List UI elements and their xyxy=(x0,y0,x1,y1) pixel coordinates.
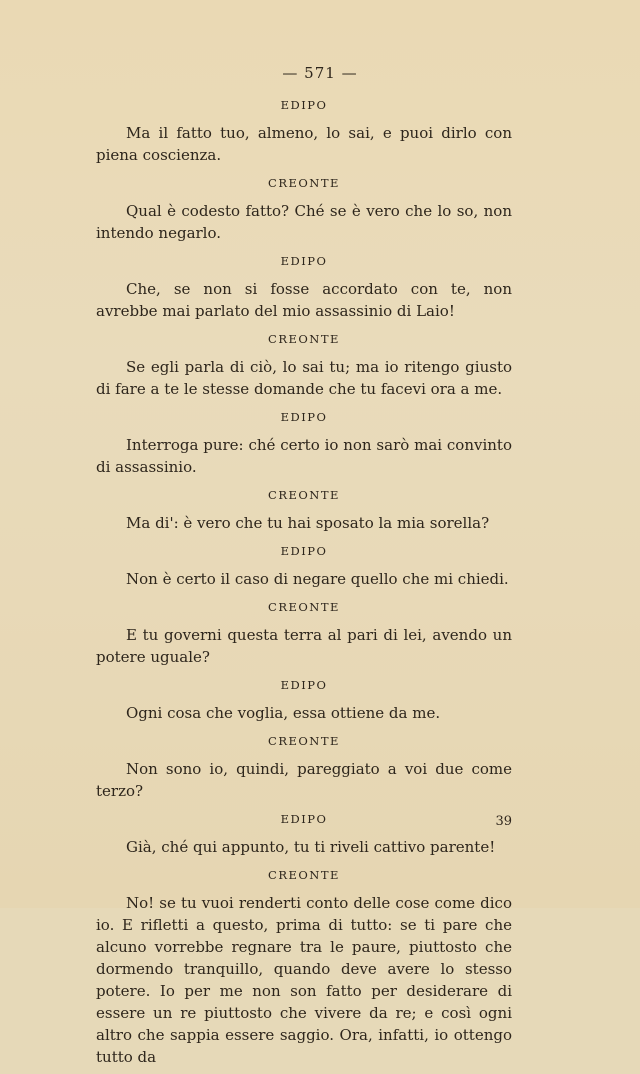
speaker-name: EDIPO xyxy=(280,254,328,268)
speech-paragraph: Che, se non si fosse accordato con te, non avrebbe mai parlato del mio assassinio di Laio! xyxy=(96,280,512,320)
speaker-name: CREONTE xyxy=(268,734,340,748)
speech-paragraph: Non è certo il caso di negare quello che mi chiedi. xyxy=(126,570,509,588)
speaker-name: EDIPO xyxy=(280,410,328,424)
signature-mark: 39 xyxy=(495,814,512,829)
speech-paragraph: Non sono io, quindi, pareggiato a voi due come terzo? xyxy=(96,760,512,800)
speech-paragraph: Ma di': è vero che tu hai sposato la mia sorella? xyxy=(126,514,490,532)
dialogue-text xyxy=(96,88,512,1074)
speaker-name: CREONTE xyxy=(268,176,340,190)
page-number: — 571 — xyxy=(282,64,358,82)
speaker-name: CREONTE xyxy=(268,488,340,502)
speech-paragraph: Ogni cosa che voglia, essa ottiene da me. xyxy=(126,704,441,722)
speech-paragraph: No! se tu vuoi renderti conto delle cose come dico io. E rifletti a questo, prima di tutto: se ti pare che alcuno vorrebbe regnare tra le paure, piuttosto che dormendo tranquillo, quando deve avere lo stesso potere. Io per me non son fatto per desiderare di essere un re piuttosto che vivere da re; e così ogni altro che sappia essere saggio. Ora, infatti, io ottengo tutto da xyxy=(96,894,512,1066)
speech-paragraph: Interroga pure: ché certo io non sarò mai convinto di assassinio. xyxy=(96,436,512,476)
speaker-name: EDIPO xyxy=(280,812,328,826)
speaker-name: CREONTE xyxy=(268,868,340,882)
speaker-name: CREONTE xyxy=(268,600,340,614)
speaker-name: EDIPO xyxy=(280,544,328,558)
speech-paragraph: Già, ché qui appunto, tu ti riveli cattivo parente! xyxy=(126,838,496,856)
speech-paragraph: Ma il fatto tuo, almeno, lo sai, e puoi dirlo con piena coscienza. xyxy=(96,124,512,164)
speech-paragraph: E tu governi questa terra al pari di lei, avendo un potere uguale? xyxy=(96,626,512,666)
speaker-name: CREONTE xyxy=(268,332,340,346)
speaker-name: EDIPO xyxy=(280,678,328,692)
speech-paragraph: Se egli parla di ciò, lo sai tu; ma io ritengo giusto di fare a te le stesse domande che tu facevi ora a me. xyxy=(96,358,512,398)
speech-paragraph: Qual è codesto fatto? Ché se è vero che lo so, non intendo negarlo. xyxy=(96,202,512,242)
speaker-name: EDIPO xyxy=(280,98,328,112)
